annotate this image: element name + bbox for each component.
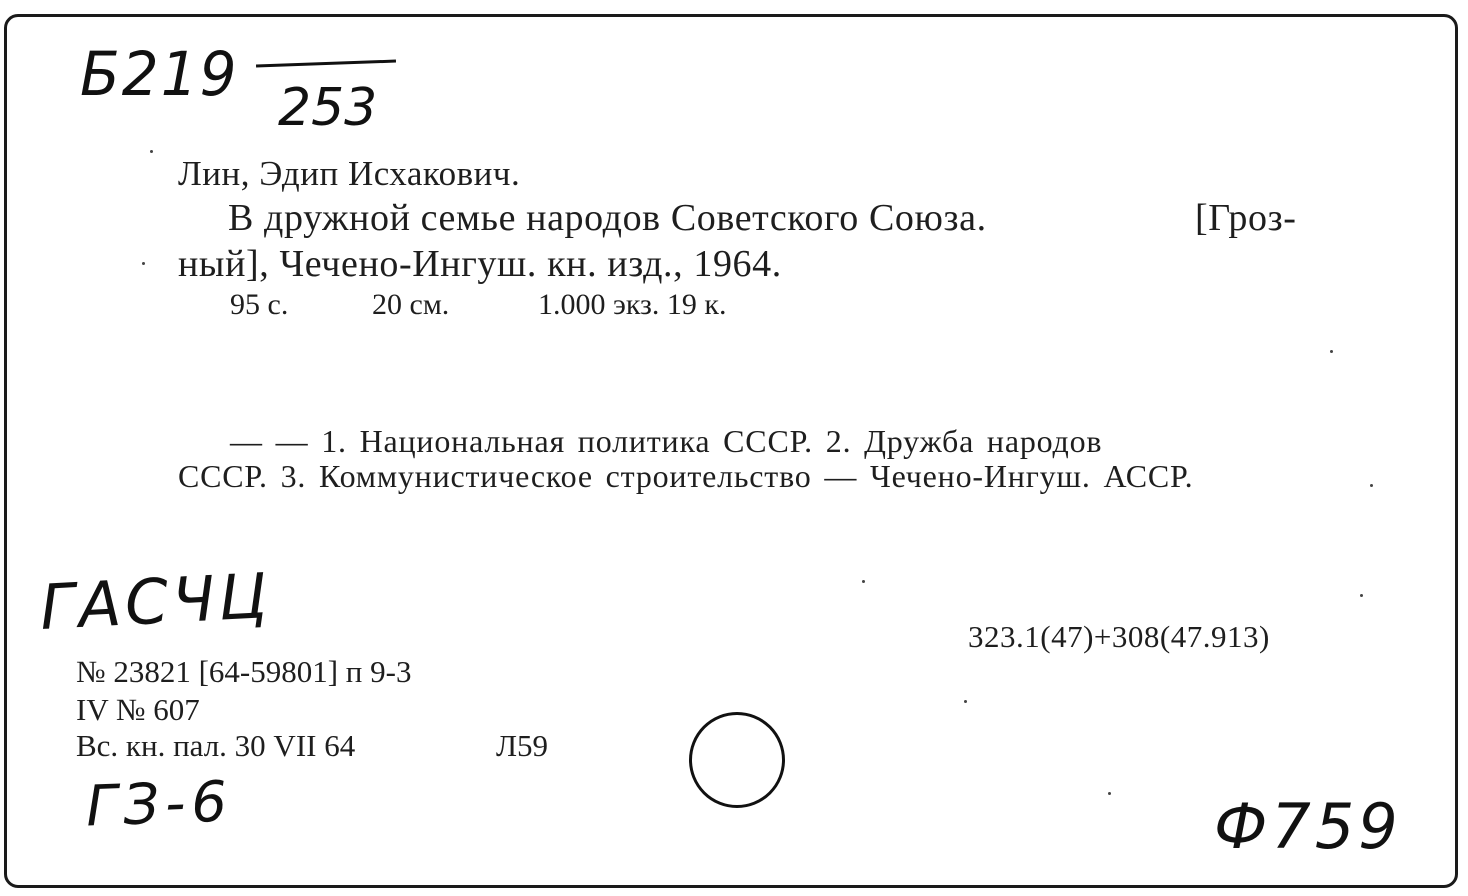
ink-speck <box>142 262 145 265</box>
classification-number: 323.1(47)+308(47.913) <box>968 619 1270 654</box>
print-code: Л59 <box>496 728 549 763</box>
call-number-sub: 253 <box>278 78 378 138</box>
circle-mark-icon <box>689 712 785 808</box>
print-info-line-3: Вс. кн. пал. 30 VII 64 <box>76 728 356 763</box>
ink-speck <box>150 150 153 153</box>
ink-speck <box>1370 484 1373 487</box>
ink-speck <box>1360 594 1363 597</box>
subject-headings-line-1: — — 1. Национальная политика СССР. 2. Дружба народов <box>230 423 1103 459</box>
subject-headings-line-2: СССР. 3. Коммунистическое строительство — Чечено-Ингуш. АССР. <box>178 458 1194 494</box>
handwritten-note-right: Ф759 <box>1214 790 1402 863</box>
collation-copies-price: 1.000 экз. 19 к. <box>538 288 727 321</box>
title-bracket: [Гроз- <box>1195 197 1297 239</box>
handwritten-note-left: ГЗ-6 <box>84 769 235 840</box>
archive-stamp: ГАСЧЦ <box>38 559 273 644</box>
print-info-line-1: № 23821 [64-59801] п 9-3 <box>76 654 412 689</box>
ink-speck <box>862 580 865 583</box>
call-number: Б219 <box>80 38 239 110</box>
author-heading: Лин, Эдип Исхакович. <box>178 154 521 193</box>
ink-speck <box>1108 792 1111 795</box>
collation-size: 20 см. <box>372 288 450 321</box>
ink-speck <box>1330 350 1333 353</box>
title-line-1: В дружной семье народов Советского Союза. <box>228 197 987 239</box>
title-line-2: ный], Чечено-Ингуш. кн. изд., 1964. <box>178 243 782 285</box>
ink-speck <box>964 700 967 703</box>
print-info-line-2: IV № 607 <box>76 692 200 727</box>
collation-pages: 95 с. <box>230 288 289 321</box>
